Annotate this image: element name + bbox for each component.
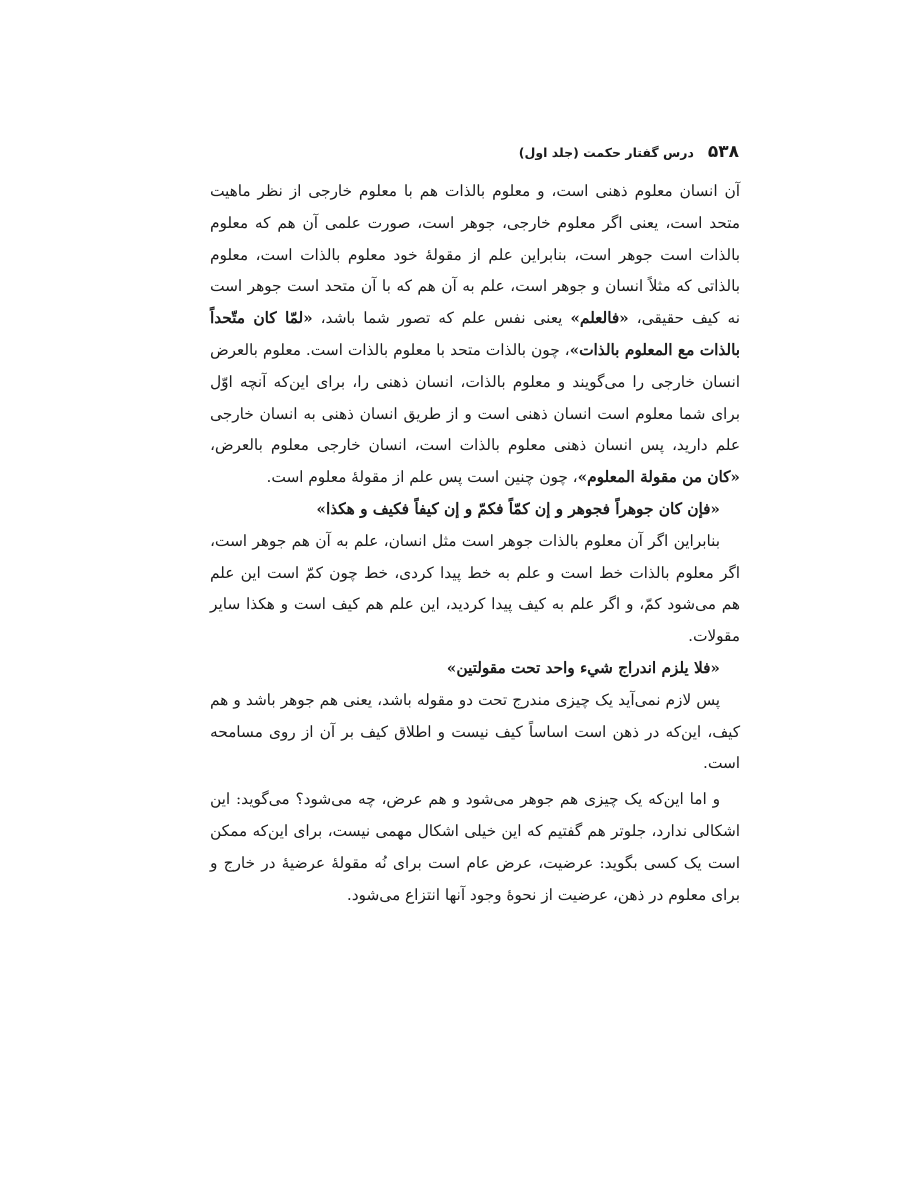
book-title: درس گفتار حکمت (جلد اول) xyxy=(518,144,694,160)
quote-phrase-mottahid: «لمّا کان متّحداً بالذات مع المعلوم بالذات» xyxy=(210,309,740,359)
paragraph-2: بنابراین اگر آن معلوم بالذات جوهر است مثل انسان، علم به آن هم جوهر است، اگر معلوم بالذات خط است و علم به خط پیدا کردی، خط چون کمّ است این علم هم می‌شود کمّ، و اگر علم به کیف پیدا کردید، این علم هم کیف است و هکذا سایر مقولات. xyxy=(210,531,740,646)
quote-phrase-falilm: «فالعلم» xyxy=(570,309,629,328)
running-header xyxy=(518,139,739,165)
paragraph-1 xyxy=(210,176,740,494)
paragraph-1-text-c: یعنی نفس علم که تصور شما باشد، xyxy=(312,309,571,328)
page-number: ۵۳۸ xyxy=(707,142,739,162)
paragraph-1-text-e: ، چون بالذات متحد با معلوم بالذات است. معلوم بالعرض انسان خارجی را می‌گویند و معلوم بالذات، انسان ذهنی را، برای این‌که آنچه اوّل برای شما معلوم است انسان ذهنی است و از طریق انسان ذهنی به انسان خارجی علم دارید، پس انسان ذهنی معلوم بالذات است، انسان خارجی معلوم بالعرض، xyxy=(210,340,740,455)
paragraph-3: پس لازم نمی‌آید یک چیزی مندرج تحت دو مقوله باشد، یعنی هم جوهر باشد و هم کیف، این‌که در ذهن است اساساً کیف نیست و اطلاق کیف بر آن از روی مسامحه است. xyxy=(210,690,740,773)
paragraph-4: و اما این‌که یک چیزی هم جوهر می‌شود و هم عرض، چه می‌شود؟ می‌گوید: این اشکالی ندارد، جلوتر هم گفتیم که این خیلی اشکال مهمی نیست، برای این‌که ممکن است یک کسی بگوید: عرضیت، عرض عام است برای نُه مقولۀ عرضیۀ در خارج و برای معلوم در ذهن، عرضیت از نحوۀ وجود آنها انتزاع می‌شود. xyxy=(210,790,740,904)
body-text xyxy=(210,176,740,911)
quote-phrase-maqula: «کان من مقولة المعلوم» xyxy=(577,468,740,487)
quote-line-1: «فإن کان جوهراً فجوهر و إن کمّاً فکمّ و إن کیفاً فکیف و هکذا» xyxy=(316,499,720,518)
paragraph-1-text-a: آن انسان معلوم ذهنی است، و معلوم بالذات هم با معلوم خارجی از نظر ماهیت متحد است، یعنی اگر معلوم خارجی، جوهر است، صورت علمی آن هم که معلوم بالذات است جوهر است، بنابراین علم از مقولۀ خود معلوم بالذات است، معلوم بالذاتی که مثلاً انسان و جوهر است، علم به آن هم که با آن متحد است جوهر است نه کیف حقیقی، xyxy=(210,182,740,328)
paragraph-1-text-g: ، چون چنین است پس علم از مقولۀ معلوم است. xyxy=(266,468,578,487)
quote-line-2: «فلا یلزم اندراج شيء واحد تحت مقولتین» xyxy=(446,658,720,677)
